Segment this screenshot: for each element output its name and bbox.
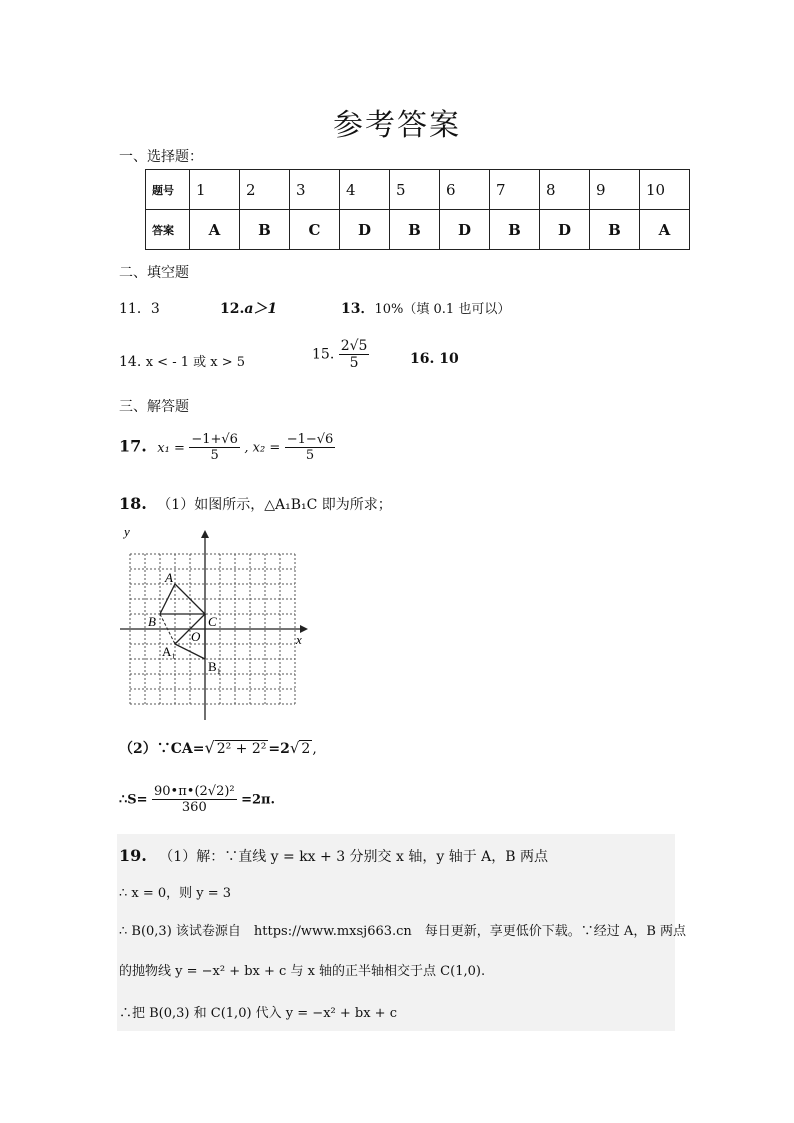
answer-13-value: 10%（填 0.1 也可以） <box>374 302 511 317</box>
answer-14-number: 14. <box>119 354 142 370</box>
fraction-numerator: −1−√6 <box>286 432 334 447</box>
answer-18-part2: （2）∵CA=√ 2² + 2² =2√ 2 , <box>119 738 317 757</box>
answer-18-radicand: 2² + 2² <box>216 741 267 757</box>
answer-18-area-value: =2π. <box>241 792 276 808</box>
table-cell: D <box>340 210 390 250</box>
table-cell: A <box>640 210 690 250</box>
fraction-denominator: 360 <box>181 800 207 815</box>
answer-15-number: 15. <box>312 346 335 363</box>
answer-18-area <box>119 784 275 815</box>
table-cell: 9 <box>590 170 640 210</box>
fraction-denominator: 5 <box>210 448 219 463</box>
answer-18-part2-equals: =2 <box>268 741 290 757</box>
table-header-number: 题号 <box>146 170 190 210</box>
answer-17-number: 17. <box>119 436 147 456</box>
table-cell: B <box>240 210 290 250</box>
answer-18-part2-radicand-2: 2 <box>301 741 311 757</box>
fraction-numerator: 90•π•(2√2)² <box>154 784 235 799</box>
answer-11: 11．3 <box>119 301 160 317</box>
table-cell: D <box>440 210 490 250</box>
fraction-denominator: 5 <box>305 448 315 463</box>
answer-13-number: 13． <box>341 301 375 317</box>
page-title: 参考答案 <box>333 108 461 143</box>
table-header-answer: 答案 <box>146 210 190 250</box>
answer-14 <box>119 351 245 370</box>
table-cell: C <box>290 210 340 250</box>
label-c: C <box>208 614 217 629</box>
section-solve-heading: 三、解答题 <box>119 399 189 415</box>
answer-19-line-4: 的抛物线 y = −x² + bx + c 与 x 轴的正半轴相交于点 C(1,0). <box>119 964 486 979</box>
label-a: A <box>165 570 173 585</box>
answer-17-fraction-2 <box>285 432 336 463</box>
table-cell: 8 <box>540 170 590 210</box>
answer-19-number: 19. <box>119 846 147 865</box>
table-cell: 5 <box>390 170 440 210</box>
fraction-denominator: 5 <box>349 355 359 371</box>
table-cell: B <box>590 210 640 250</box>
answer-18-area-label: ∴S= <box>119 792 148 808</box>
answer-19-line-5: ∴把 B(0,3) 和 C(1,0) 代入 y = −x² + bx + c <box>119 1006 397 1021</box>
answer-18-number: 18. <box>119 494 147 513</box>
label-o: O <box>191 629 201 644</box>
section-fill-heading: 二、填空题 <box>119 265 189 281</box>
answer-12-number: 12. <box>220 301 245 317</box>
section-choice-heading: 一、选择题： <box>119 149 203 165</box>
answer-17-fraction-1 <box>189 432 240 463</box>
label-x: x <box>296 632 302 647</box>
table-cell: B <box>390 210 440 250</box>
label-y: y <box>124 524 130 539</box>
label-a1: A₁ <box>162 644 176 659</box>
table-cell: 1 <box>190 170 240 210</box>
answer-14-value: x < - 1 或 x > 5 <box>145 355 246 370</box>
label-b1: B₁ <box>208 659 222 674</box>
answer-18-part2-comma: , <box>312 741 317 757</box>
table-cell: 4 <box>340 170 390 210</box>
answer-17-x2-label: , x₂ = <box>244 440 281 456</box>
table-row <box>146 170 690 210</box>
table-row <box>146 210 690 250</box>
answer-15 <box>312 338 369 371</box>
table-cell: 7 <box>490 170 540 210</box>
answer-19-line-1 <box>119 846 548 866</box>
fraction-numerator: 2√5 <box>340 338 368 354</box>
answer-18-part2-label: （2）∵CA= <box>119 741 205 757</box>
answer-18-part1 <box>119 494 392 514</box>
fraction-numerator: −1+√6 <box>191 432 238 447</box>
table-cell: D <box>540 210 590 250</box>
coordinate-graph <box>118 524 313 724</box>
answer-18-area-fraction <box>152 784 237 815</box>
table-cell: A <box>190 210 240 250</box>
answer-12-value: a＞1 <box>244 301 278 317</box>
answer-17 <box>119 432 335 463</box>
label-b: B <box>148 614 156 629</box>
answer-19-line-2: ∴ x = 0，则 y = 3 <box>119 886 232 901</box>
table-cell: 3 <box>290 170 340 210</box>
answer-18-part1-text: （1）如图所示，△A₁B₁C 即为所求； <box>157 497 392 513</box>
answer-19-block <box>117 834 686 1031</box>
answer-16: 16. 10 <box>410 351 459 367</box>
table-cell: 6 <box>440 170 490 210</box>
table-cell: 10 <box>640 170 690 210</box>
answer-17-x1-label: x₁ = <box>157 440 185 456</box>
answer-13 <box>341 298 510 318</box>
answer-12 <box>220 298 277 318</box>
answer-table <box>145 169 690 250</box>
table-cell: 2 <box>240 170 290 210</box>
answer-15-fraction <box>339 338 370 371</box>
answer-19-line-3: ∴ B(0,3) 该试卷源自 https://www.mxsj663.cn 每日更新，享更低价下载。∵经过 A，B 两点 <box>119 924 686 939</box>
answer-19-line-1-text: （1）解：∵直线 y = kx + 3 分别交 x 轴，y 轴于 A，B 两点 <box>159 849 549 865</box>
table-cell: B <box>490 210 540 250</box>
y-axis-arrow-icon <box>201 530 209 538</box>
